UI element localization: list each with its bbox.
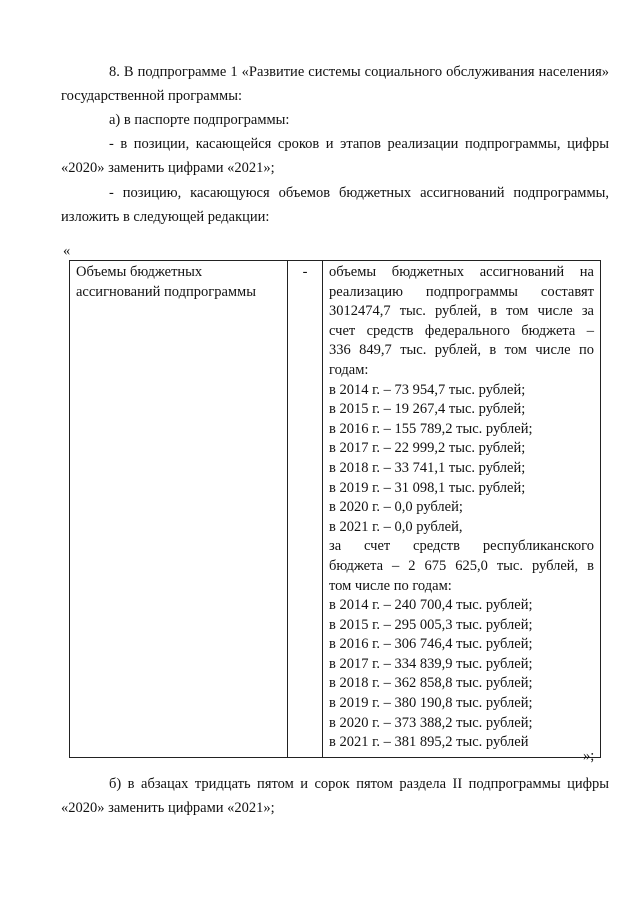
paragraph-item-8: 8. В подпрограмме 1 «Развитие системы социального обслуживания населения» государственной программы: [61,64,609,104]
republic-2015-line: в 2015 г. – 295 005,3 тыс. рублей; [329,616,533,633]
republic-2021-line: в 2021 г. – 381 895,2 тыс. рублей [329,734,529,751]
federal-2021-line: в 2021 г. – 0,0 рублей, [329,518,463,535]
opening-quote: « [63,243,71,259]
federal-2016-line: в 2016 г. – 155 789,2 тыс. рублей; [329,420,533,437]
federal-2014-line: в 2014 г. – 73 954,7 тыс. рублей; [329,381,526,398]
closing-quote: »; [583,748,595,764]
dash-cell: - [288,261,323,758]
republic-2016-line: в 2016 г. – 306 746,4 тыс. рублей; [329,636,533,653]
text-line: том числе по годам: [329,577,452,594]
text-line: бюджета – 2 675 625,0 тыс. рублей, в [329,557,594,574]
paragraph-budget-position: - позицию, касающуюся объемов бюджетных ассигнований подпрограммы, изложить в следующей редакции: [61,185,609,225]
republic-2020-line: в 2020 г. – 373 388,2 тыс. рублей; [329,714,533,731]
republic-2014-line: в 2014 г. – 240 700,4 тыс. рублей; [329,597,533,614]
text-line: реализацию подпрограммы составят [329,283,594,300]
federal-2018-line: в 2018 г. – 33 741,1 тыс. рублей; [329,459,526,476]
text-line: счет средств федерального бюджета – [329,322,594,339]
federal-2017-line: в 2017 г. – 22 999,2 тыс. рублей; [329,440,526,457]
table-row [70,261,601,758]
budget-table [69,260,601,758]
federal-2020-line: в 2020 г. – 0,0 рублей; [329,499,463,516]
text-line: за счет средств республиканского [329,538,594,555]
federal-2015-line: в 2015 г. – 19 267,4 тыс. рублей; [329,401,526,418]
federal-2019-line: в 2019 г. – 31 098,1 тыс. рублей; [329,479,526,496]
republic-2019-line: в 2019 г. – 380 190,8 тыс. рублей; [329,695,533,712]
republic-2018-line: в 2018 г. – 362 858,8 тыс. рублей; [329,675,533,692]
budget-label-cell: Объемы бюджетных ассигнований подпрограммы [70,261,288,758]
text-line: годам: [329,361,369,378]
text-line: 336 849,7 тыс. рублей, в том числе по [329,342,594,359]
paragraph-section-ii: б) в абзацах тридцать пятом и сорок пятом раздела II подпрограммы цифры «2020» заменить цифрами «2021»; [61,776,609,816]
paragraph-passport: а) в паспорте подпрограммы: [109,112,290,128]
text-line: объемы бюджетных ассигнований на [329,264,594,280]
text-line: 3012474,7 тыс. рублей, в том числе за [329,303,594,320]
budget-description-cell [323,261,601,758]
republic-2017-line: в 2017 г. – 334 839,9 тыс. рублей; [329,655,533,672]
paragraph-terms-position: - в позиции, касающейся сроков и этапов реализации подпрограммы, цифры «2020» заменить цифрами «2021»; [61,136,609,176]
